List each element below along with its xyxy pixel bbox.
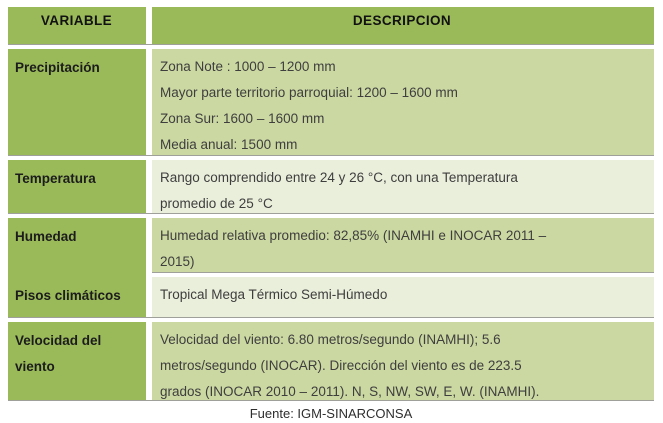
- description-line: Velocidad del viento: 6.80 metros/segundo (INAMHI); 5.6: [160, 332, 501, 347]
- climate-variables-table: [8, 7, 654, 422]
- row-label-text: Velocidad del viento: [15, 333, 102, 374]
- table-row-merged: [8, 218, 654, 318]
- description-line: Rango comprendido entre 24 y 26 °C, con una Temperatura: [160, 170, 518, 185]
- description-line: grados (INOCAR 2010 – 2011). N, S, NW, SW, E, W. (INAMHI).: [160, 384, 540, 399]
- row-label-temperatura: [8, 160, 146, 213]
- description-line: Tropical Mega Térmico Semi-Húmedo: [160, 286, 388, 302]
- merged-description-stack: [152, 218, 654, 317]
- row-description-velocidad-viento: [152, 322, 654, 400]
- row-label-pisos-climaticos: Pisos climáticos: [15, 288, 121, 303]
- row-description-temperatura: [152, 160, 654, 213]
- description-line: 2015): [160, 254, 195, 269]
- column-header-descripcion: DESCRIPCION: [152, 7, 654, 44]
- row-description-pisos-climaticos: [152, 277, 654, 318]
- row-label-text: Temperatura: [15, 171, 96, 186]
- description-line: Zona Sur: 1600 – 1600 mm: [160, 111, 325, 126]
- table-row: [8, 49, 654, 156]
- description-line: metros/segundo (INOCAR). Dirección del viento es de 223.5: [160, 358, 522, 373]
- row-label-text: Humedad: [15, 229, 77, 244]
- description-line: promedio de 25 °C: [160, 196, 273, 211]
- row-label-precipitacion: [8, 49, 146, 155]
- description-line: Zona Note : 1000 – 1200 mm: [160, 59, 336, 74]
- row-label-text: Precipitación: [15, 60, 100, 75]
- table-header-row: [8, 7, 654, 45]
- description-line: Mayor parte territorio parroquial: 1200 – 1600 mm: [160, 85, 458, 100]
- row-description-precipitacion: [152, 49, 654, 155]
- table-row: [8, 322, 654, 401]
- column-header-variable: VARIABLE: [8, 7, 146, 44]
- table-row: [8, 160, 654, 214]
- row-label-velocidad-viento: [8, 322, 146, 400]
- row-description-humedad: [152, 218, 654, 273]
- description-line: Humedad relativa promedio: 82,85% (INAMHI e INOCAR 2011 –: [160, 228, 547, 243]
- description-line: Media anual: 1500 mm: [160, 137, 298, 152]
- source-caption: Fuente: IGM-SINARCONSA: [249, 406, 413, 421]
- row-label-humedad: [15, 224, 138, 283]
- row-label-humedad-pisos: [8, 218, 146, 317]
